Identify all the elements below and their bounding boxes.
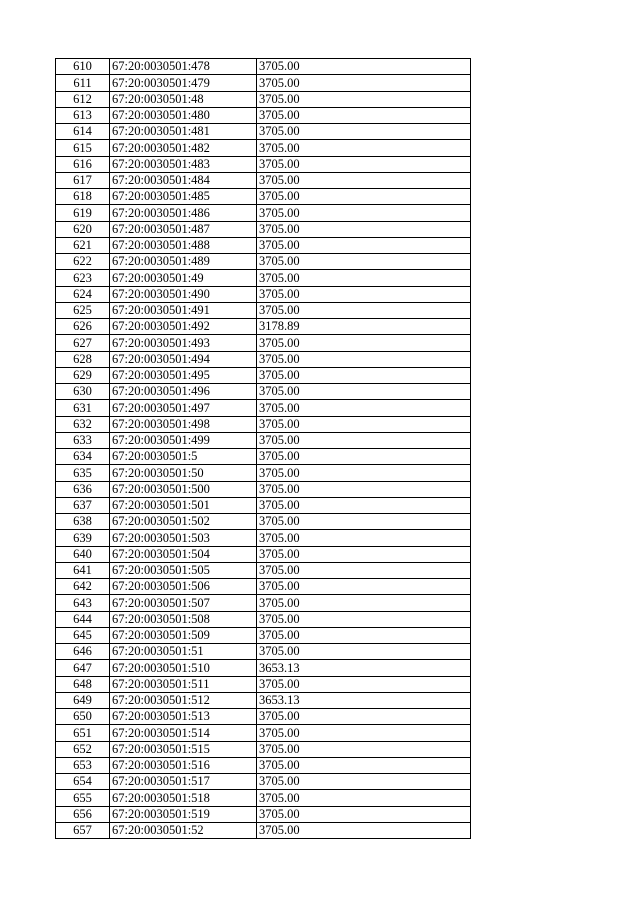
cadastral-number-cell: 67:20:0030501:504 — [110, 546, 257, 562]
table-row — [56, 302, 471, 318]
cadastral-number-cell: 67:20:0030501:508 — [110, 611, 257, 627]
row-number-cell: 629 — [56, 367, 110, 383]
value-cell: 3705.00 — [257, 774, 471, 790]
row-number-cell: 638 — [56, 514, 110, 530]
row-number-cell: 615 — [56, 140, 110, 156]
cadastral-number-cell: 67:20:0030501:519 — [110, 806, 257, 822]
table-row — [56, 432, 471, 448]
cadastral-number-cell: 67:20:0030501:498 — [110, 416, 257, 432]
value-cell: 3705.00 — [257, 481, 471, 497]
cadastral-number-cell: 67:20:0030501:517 — [110, 774, 257, 790]
value-cell: 3705.00 — [257, 205, 471, 221]
cadastral-number-cell: 67:20:0030501:513 — [110, 709, 257, 725]
table-row — [56, 611, 471, 627]
cadastral-number-cell: 67:20:0030501:52 — [110, 822, 257, 838]
value-cell: 3705.00 — [257, 611, 471, 627]
row-number-cell: 627 — [56, 335, 110, 351]
row-number-cell: 645 — [56, 627, 110, 643]
value-cell: 3705.00 — [257, 595, 471, 611]
value-cell: 3653.13 — [257, 692, 471, 708]
table-row — [56, 205, 471, 221]
row-number-cell: 654 — [56, 774, 110, 790]
table-row — [56, 449, 471, 465]
table-row — [56, 579, 471, 595]
row-number-cell: 639 — [56, 530, 110, 546]
value-cell: 3705.00 — [257, 822, 471, 838]
cadastral-number-cell: 67:20:0030501:485 — [110, 189, 257, 205]
row-number-cell: 623 — [56, 270, 110, 286]
cadastral-number-cell: 67:20:0030501:487 — [110, 221, 257, 237]
cadastral-number-cell: 67:20:0030501:49 — [110, 270, 257, 286]
row-number-cell: 634 — [56, 449, 110, 465]
table-row — [56, 676, 471, 692]
row-number-cell: 637 — [56, 497, 110, 513]
cadastral-number-cell: 67:20:0030501:510 — [110, 660, 257, 676]
cadastral-number-cell: 67:20:0030501:518 — [110, 790, 257, 806]
table-row — [56, 416, 471, 432]
value-cell: 3653.13 — [257, 660, 471, 676]
row-number-cell: 630 — [56, 384, 110, 400]
value-cell: 3705.00 — [257, 562, 471, 578]
cadastral-number-cell: 67:20:0030501:48 — [110, 91, 257, 107]
row-number-cell: 655 — [56, 790, 110, 806]
row-number-cell: 625 — [56, 302, 110, 318]
cadastral-number-cell: 67:20:0030501:501 — [110, 497, 257, 513]
cadastral-number-cell: 67:20:0030501:51 — [110, 644, 257, 660]
row-number-cell: 628 — [56, 351, 110, 367]
value-cell: 3705.00 — [257, 270, 471, 286]
table-row — [56, 351, 471, 367]
value-cell: 3705.00 — [257, 335, 471, 351]
value-cell: 3705.00 — [257, 107, 471, 123]
row-number-cell: 614 — [56, 124, 110, 140]
table-row — [56, 367, 471, 383]
row-number-cell: 619 — [56, 205, 110, 221]
cadastral-number-cell: 67:20:0030501:496 — [110, 384, 257, 400]
table-row — [56, 270, 471, 286]
table-row — [56, 822, 471, 838]
cadastral-number-cell: 67:20:0030501:50 — [110, 465, 257, 481]
cadastral-number-cell: 67:20:0030501:512 — [110, 692, 257, 708]
row-number-cell: 651 — [56, 725, 110, 741]
value-cell: 3178.89 — [257, 319, 471, 335]
row-number-cell: 616 — [56, 156, 110, 172]
row-number-cell: 650 — [56, 709, 110, 725]
cadastral-number-cell: 67:20:0030501:507 — [110, 595, 257, 611]
value-cell: 3705.00 — [257, 221, 471, 237]
row-number-cell: 648 — [56, 676, 110, 692]
value-cell: 3705.00 — [257, 432, 471, 448]
row-number-cell: 643 — [56, 595, 110, 611]
row-number-cell: 622 — [56, 254, 110, 270]
cadastral-number-cell: 67:20:0030501:482 — [110, 140, 257, 156]
value-cell: 3705.00 — [257, 367, 471, 383]
value-cell: 3705.00 — [257, 286, 471, 302]
row-number-cell: 646 — [56, 644, 110, 660]
row-number-cell: 618 — [56, 189, 110, 205]
cadastral-number-cell: 67:20:0030501:483 — [110, 156, 257, 172]
cadastral-number-cell: 67:20:0030501:479 — [110, 75, 257, 91]
row-number-cell: 612 — [56, 91, 110, 107]
value-cell: 3705.00 — [257, 757, 471, 773]
table-row — [56, 319, 471, 335]
row-number-cell: 626 — [56, 319, 110, 335]
cadastral-number-cell: 67:20:0030501:515 — [110, 741, 257, 757]
table-row — [56, 806, 471, 822]
table-row — [56, 91, 471, 107]
value-cell: 3705.00 — [257, 644, 471, 660]
row-number-cell: 632 — [56, 416, 110, 432]
table-row — [56, 221, 471, 237]
cadastral-number-cell: 67:20:0030501:503 — [110, 530, 257, 546]
table-row — [56, 400, 471, 416]
value-cell: 3705.00 — [257, 709, 471, 725]
row-number-cell: 624 — [56, 286, 110, 302]
value-cell: 3705.00 — [257, 725, 471, 741]
table-row — [56, 644, 471, 660]
cadastral-number-cell: 67:20:0030501:502 — [110, 514, 257, 530]
table-row — [56, 757, 471, 773]
table-row — [56, 481, 471, 497]
table-row — [56, 254, 471, 270]
value-cell: 3705.00 — [257, 172, 471, 188]
cadastral-number-cell: 67:20:0030501:499 — [110, 432, 257, 448]
row-number-cell: 621 — [56, 237, 110, 253]
table-row — [56, 627, 471, 643]
value-cell: 3705.00 — [257, 416, 471, 432]
value-cell: 3705.00 — [257, 400, 471, 416]
cadastral-number-cell: 67:20:0030501:5 — [110, 449, 257, 465]
value-cell: 3705.00 — [257, 530, 471, 546]
table-row — [56, 774, 471, 790]
table-body — [56, 59, 471, 839]
table-row — [56, 660, 471, 676]
value-cell: 3705.00 — [257, 91, 471, 107]
value-cell: 3705.00 — [257, 676, 471, 692]
table-row — [56, 546, 471, 562]
row-number-cell: 633 — [56, 432, 110, 448]
cadastral-number-cell: 67:20:0030501:500 — [110, 481, 257, 497]
cadastral-number-cell: 67:20:0030501:486 — [110, 205, 257, 221]
cadastral-number-cell: 67:20:0030501:480 — [110, 107, 257, 123]
row-number-cell: 647 — [56, 660, 110, 676]
value-cell: 3705.00 — [257, 75, 471, 91]
cadastral-number-cell: 67:20:0030501:497 — [110, 400, 257, 416]
value-cell: 3705.00 — [257, 140, 471, 156]
table-row — [56, 692, 471, 708]
cadastral-number-cell: 67:20:0030501:506 — [110, 579, 257, 595]
table-row — [56, 75, 471, 91]
value-cell: 3705.00 — [257, 254, 471, 270]
cadastral-number-cell: 67:20:0030501:481 — [110, 124, 257, 140]
cadastral-number-cell: 67:20:0030501:511 — [110, 676, 257, 692]
row-number-cell: 610 — [56, 59, 110, 75]
table-row — [56, 709, 471, 725]
value-cell: 3705.00 — [257, 741, 471, 757]
cadastral-number-cell: 67:20:0030501:495 — [110, 367, 257, 383]
value-cell: 3705.00 — [257, 449, 471, 465]
table-row — [56, 562, 471, 578]
table-row — [56, 530, 471, 546]
table-row — [56, 107, 471, 123]
value-cell: 3705.00 — [257, 497, 471, 513]
value-cell: 3705.00 — [257, 124, 471, 140]
value-cell: 3705.00 — [257, 790, 471, 806]
value-cell: 3705.00 — [257, 156, 471, 172]
row-number-cell: 636 — [56, 481, 110, 497]
table-row — [56, 741, 471, 757]
cadastral-value-table — [55, 58, 471, 839]
table-row — [56, 189, 471, 205]
row-number-cell: 613 — [56, 107, 110, 123]
table-row — [56, 140, 471, 156]
table-row — [56, 790, 471, 806]
table-row — [56, 335, 471, 351]
row-number-cell: 657 — [56, 822, 110, 838]
table-row — [56, 465, 471, 481]
row-number-cell: 617 — [56, 172, 110, 188]
value-cell: 3705.00 — [257, 627, 471, 643]
table-row — [56, 172, 471, 188]
cadastral-number-cell: 67:20:0030501:516 — [110, 757, 257, 773]
table-row — [56, 124, 471, 140]
value-cell: 3705.00 — [257, 514, 471, 530]
value-cell: 3705.00 — [257, 59, 471, 75]
value-cell: 3705.00 — [257, 465, 471, 481]
cadastral-number-cell: 67:20:0030501:505 — [110, 562, 257, 578]
cadastral-number-cell: 67:20:0030501:490 — [110, 286, 257, 302]
table-row — [56, 497, 471, 513]
value-cell: 3705.00 — [257, 546, 471, 562]
cadastral-number-cell: 67:20:0030501:478 — [110, 59, 257, 75]
cadastral-number-cell: 67:20:0030501:488 — [110, 237, 257, 253]
row-number-cell: 611 — [56, 75, 110, 91]
table-row — [56, 237, 471, 253]
row-number-cell: 652 — [56, 741, 110, 757]
table-row — [56, 514, 471, 530]
row-number-cell: 656 — [56, 806, 110, 822]
cadastral-number-cell: 67:20:0030501:514 — [110, 725, 257, 741]
value-cell: 3705.00 — [257, 384, 471, 400]
cadastral-number-cell: 67:20:0030501:494 — [110, 351, 257, 367]
row-number-cell: 653 — [56, 757, 110, 773]
cadastral-number-cell: 67:20:0030501:493 — [110, 335, 257, 351]
table-row — [56, 286, 471, 302]
row-number-cell: 631 — [56, 400, 110, 416]
cadastral-number-cell: 67:20:0030501:492 — [110, 319, 257, 335]
value-cell: 3705.00 — [257, 237, 471, 253]
row-number-cell: 642 — [56, 579, 110, 595]
table-row — [56, 156, 471, 172]
cadastral-number-cell: 67:20:0030501:484 — [110, 172, 257, 188]
table-row — [56, 595, 471, 611]
value-cell: 3705.00 — [257, 302, 471, 318]
row-number-cell: 644 — [56, 611, 110, 627]
table-row — [56, 384, 471, 400]
row-number-cell: 635 — [56, 465, 110, 481]
value-cell: 3705.00 — [257, 351, 471, 367]
row-number-cell: 641 — [56, 562, 110, 578]
row-number-cell: 640 — [56, 546, 110, 562]
table-row — [56, 59, 471, 75]
row-number-cell: 620 — [56, 221, 110, 237]
row-number-cell: 649 — [56, 692, 110, 708]
value-cell: 3705.00 — [257, 806, 471, 822]
cadastral-number-cell: 67:20:0030501:491 — [110, 302, 257, 318]
value-cell: 3705.00 — [257, 579, 471, 595]
cadastral-number-cell: 67:20:0030501:489 — [110, 254, 257, 270]
value-cell: 3705.00 — [257, 189, 471, 205]
table-row — [56, 725, 471, 741]
cadastral-number-cell: 67:20:0030501:509 — [110, 627, 257, 643]
